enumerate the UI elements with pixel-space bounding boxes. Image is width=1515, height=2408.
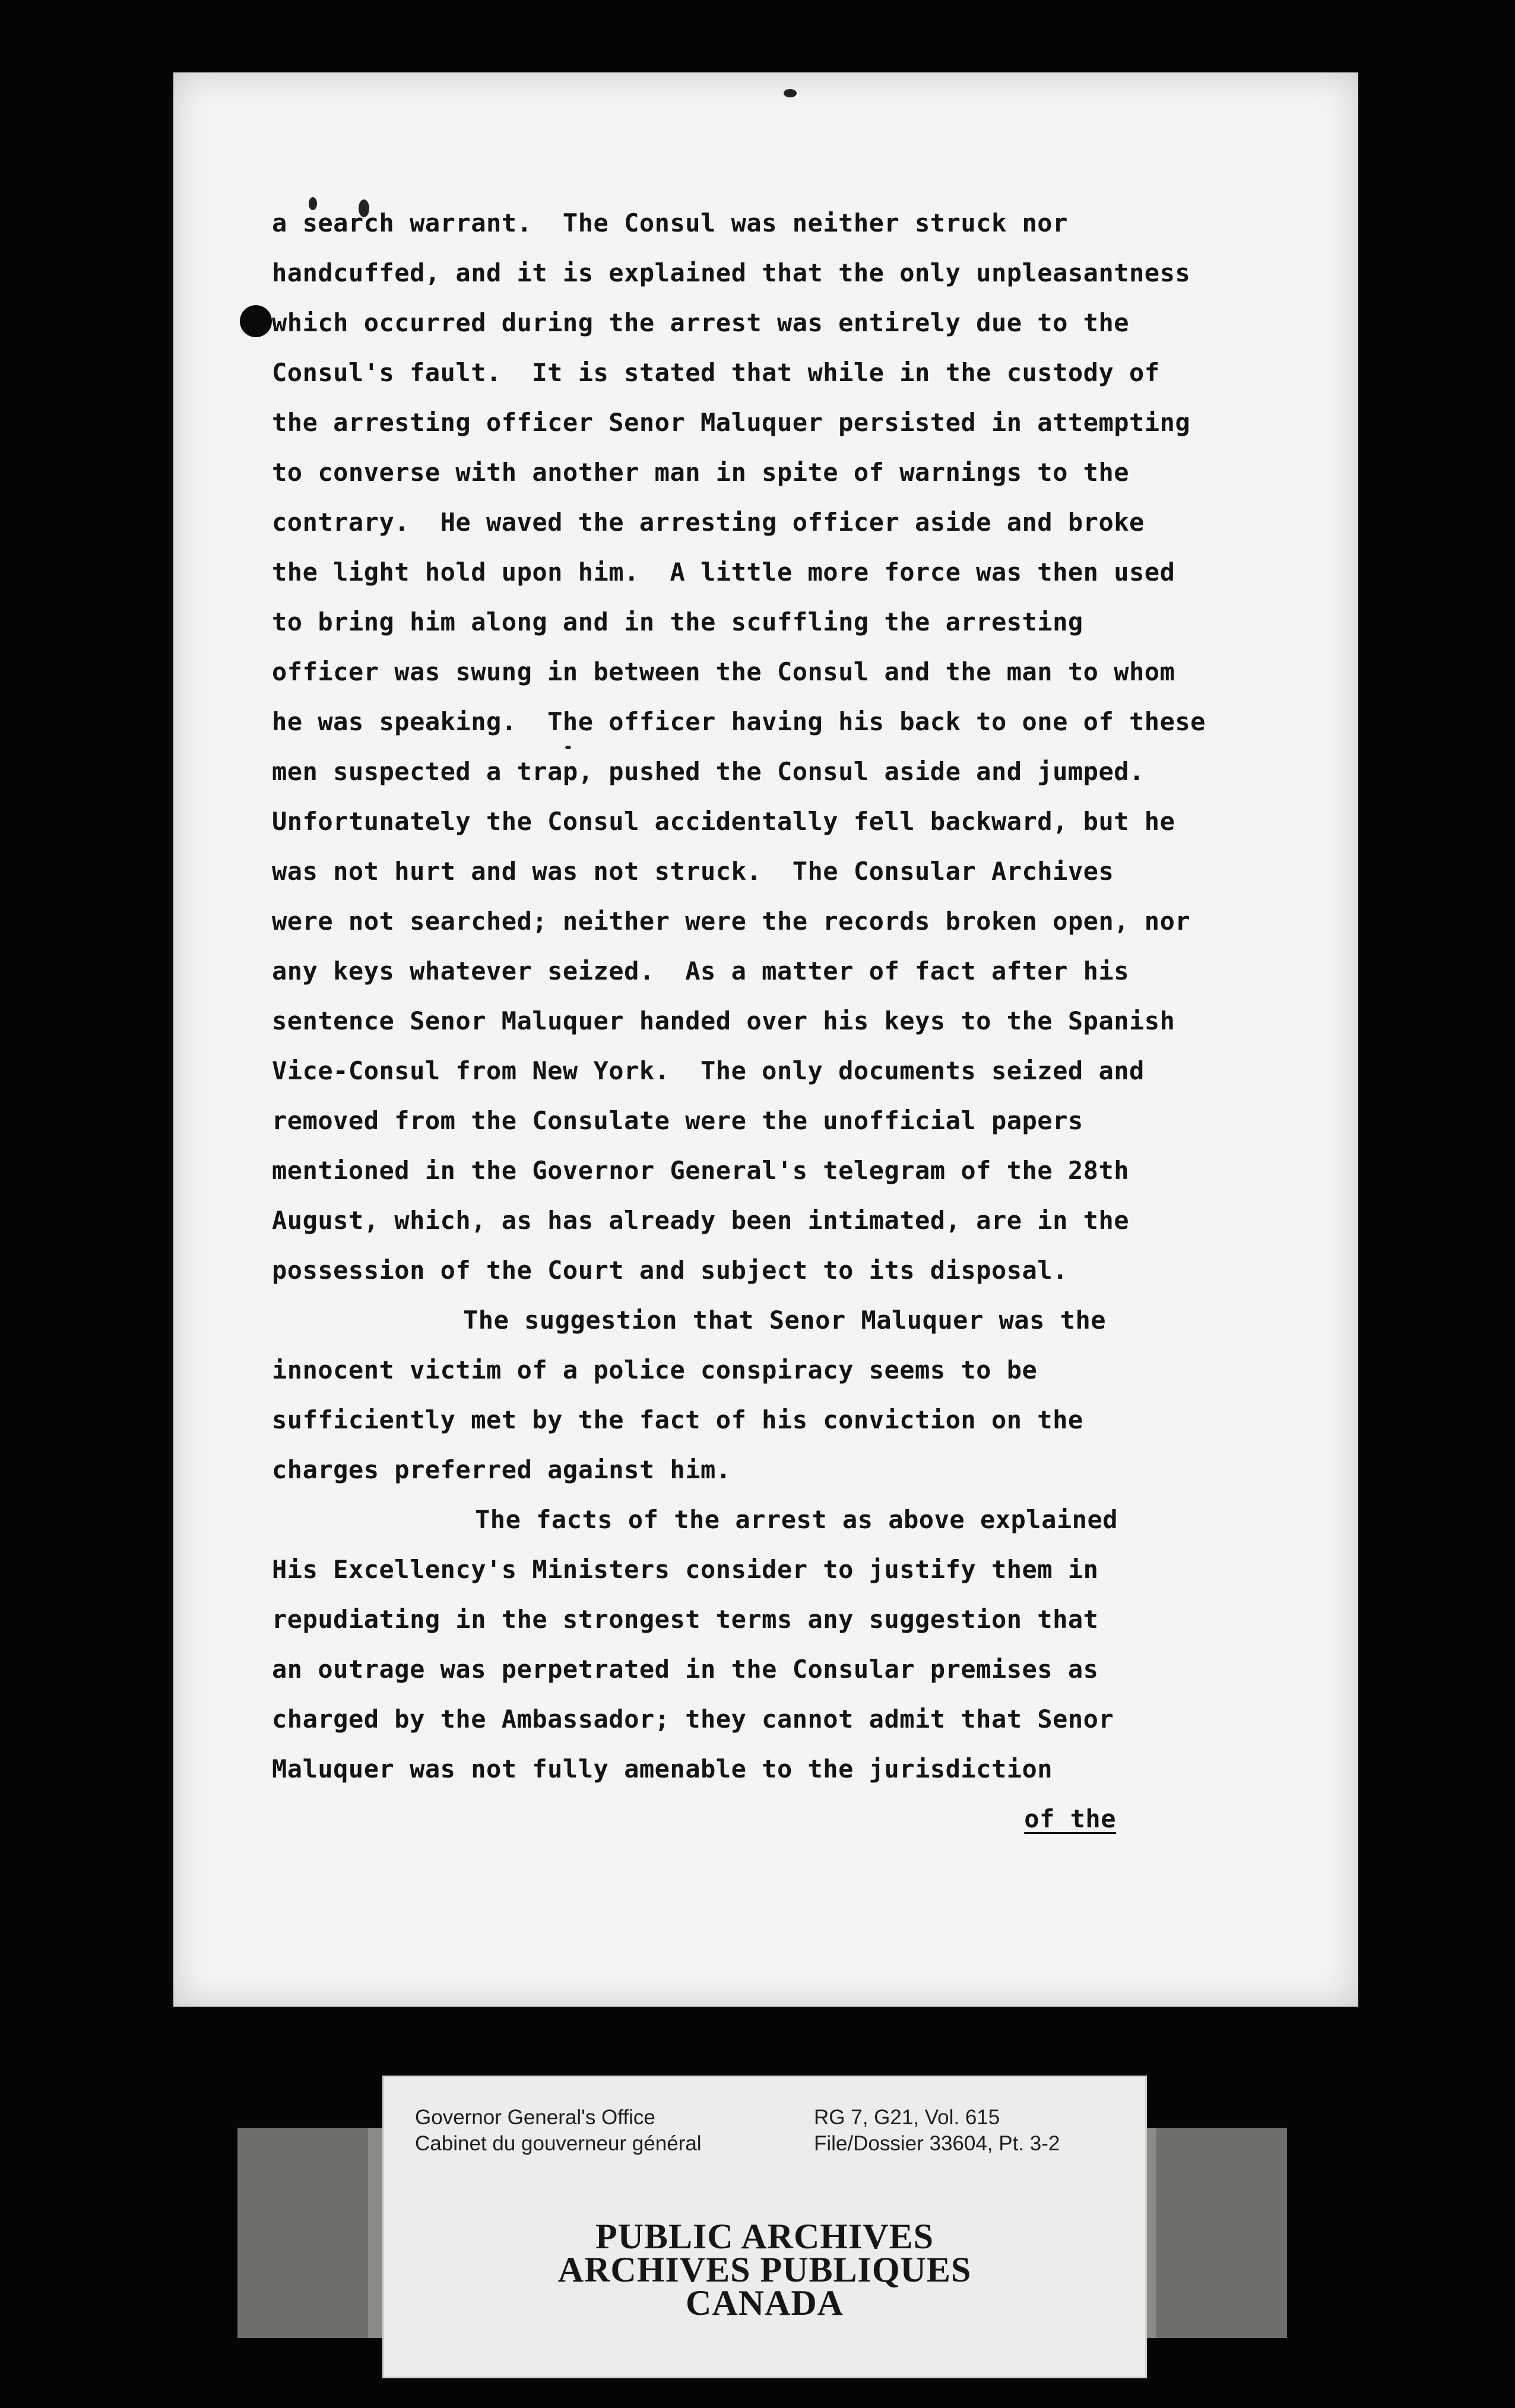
public-archives-stamp <box>384 2217 1145 2323</box>
text-line: an outrage was perpetrated in the Consular premises as <box>272 1655 1099 1684</box>
text-line: to bring him along and in the scuffling the arresting <box>272 607 1083 636</box>
punch-hole <box>240 305 272 337</box>
stamp-line-english: PUBLIC ARCHIVES <box>595 2217 934 2256</box>
text-line: contrary. He waved the arresting officer aside and broke <box>272 508 1145 537</box>
archive-tab-right <box>1156 2128 1287 2338</box>
text-line: men suspected a trap, pushed the Consul aside and jumped. <box>272 757 1145 786</box>
text-line: the light hold upon him. A little more force was then used <box>272 557 1175 587</box>
text-line: he was speaking. The officer having his back to one of these <box>272 707 1206 736</box>
text-line: Unfortunately the Consul accidentally fell backward, but he <box>272 807 1175 836</box>
file-reference <box>814 2105 1060 2157</box>
archive-tab-left <box>237 2128 368 2338</box>
catchword: of the <box>1024 1804 1116 1833</box>
text-line: mentioned in the Governor General's telegram of the 28th <box>272 1156 1130 1185</box>
stamp-line-french: ARCHIVES PUBLIQUES <box>557 2250 972 2289</box>
text-line: August, which, as has already been intimated, are in the <box>272 1206 1130 1235</box>
paragraph-start-line: The suggestion that Senor Maluquer was the <box>463 1306 1107 1335</box>
text-line: possession of the Court and subject to its disposal. <box>272 1256 1068 1285</box>
paragraph-start-line: The facts of the arrest as above explained <box>475 1505 1118 1534</box>
text-line: Maluquer was not fully amenable to the jurisdiction <box>272 1754 1053 1783</box>
text-line: a search warrant. The Consul was neither struck nor <box>272 208 1068 237</box>
text-line: repudiating in the strongest terms any suggestion that <box>272 1605 1099 1634</box>
text-line: handcuffed, and it is explained that the only unpleasantness <box>272 258 1191 287</box>
text-line: removed from the Consulate were the unofficial papers <box>272 1106 1083 1135</box>
record-group-reference: RG 7, G21, Vol. 615 <box>814 2106 1000 2129</box>
office-names <box>415 2105 702 2157</box>
text-line: was not hurt and was not struck. The Consular Archives <box>272 857 1114 886</box>
text-line: innocent victim of a police conspiracy seems to be <box>272 1355 1038 1384</box>
file-dossier-number: File/Dossier 33604, Pt. 3-2 <box>814 2132 1060 2155</box>
text-line: the arresting officer Senor Maluquer persisted in attempting <box>272 408 1191 437</box>
typed-letter-body <box>272 198 1234 1844</box>
text-line: sentence Senor Maluquer handed over his keys to the Spanish <box>272 1006 1175 1035</box>
text-line: sufficiently met by the fact of his conviction on the <box>272 1405 1083 1434</box>
text-line: were not searched; neither were the records broken open, nor <box>272 907 1191 936</box>
text-line: charged by the Ambassador; they cannot admit that Senor <box>272 1704 1114 1734</box>
office-name-french: Cabinet du gouverneur général <box>415 2132 702 2155</box>
text-line: which occurred during the arrest was entirely due to the <box>272 308 1130 337</box>
text-line: officer was swung in between the Consul and the man to whom <box>272 657 1175 686</box>
stamp-line-country: CANADA <box>686 2283 844 2323</box>
text-line: His Excellency's Ministers consider to justify them in <box>272 1555 1099 1584</box>
text-line: to converse with another man in spite of warnings to the <box>272 458 1130 487</box>
text-line: Vice-Consul from New York. The only documents seized and <box>272 1056 1145 1085</box>
archive-reference-label <box>382 2076 1147 2378</box>
text-line: charges preferred against him. <box>272 1455 731 1484</box>
text-line: Consul's fault. It is stated that while in the custody of <box>272 358 1160 387</box>
text-line: any keys whatever seized. As a matter of fact after his <box>272 956 1130 986</box>
office-name-english: Governor General's Office <box>415 2106 655 2129</box>
ink-speck <box>784 89 797 97</box>
